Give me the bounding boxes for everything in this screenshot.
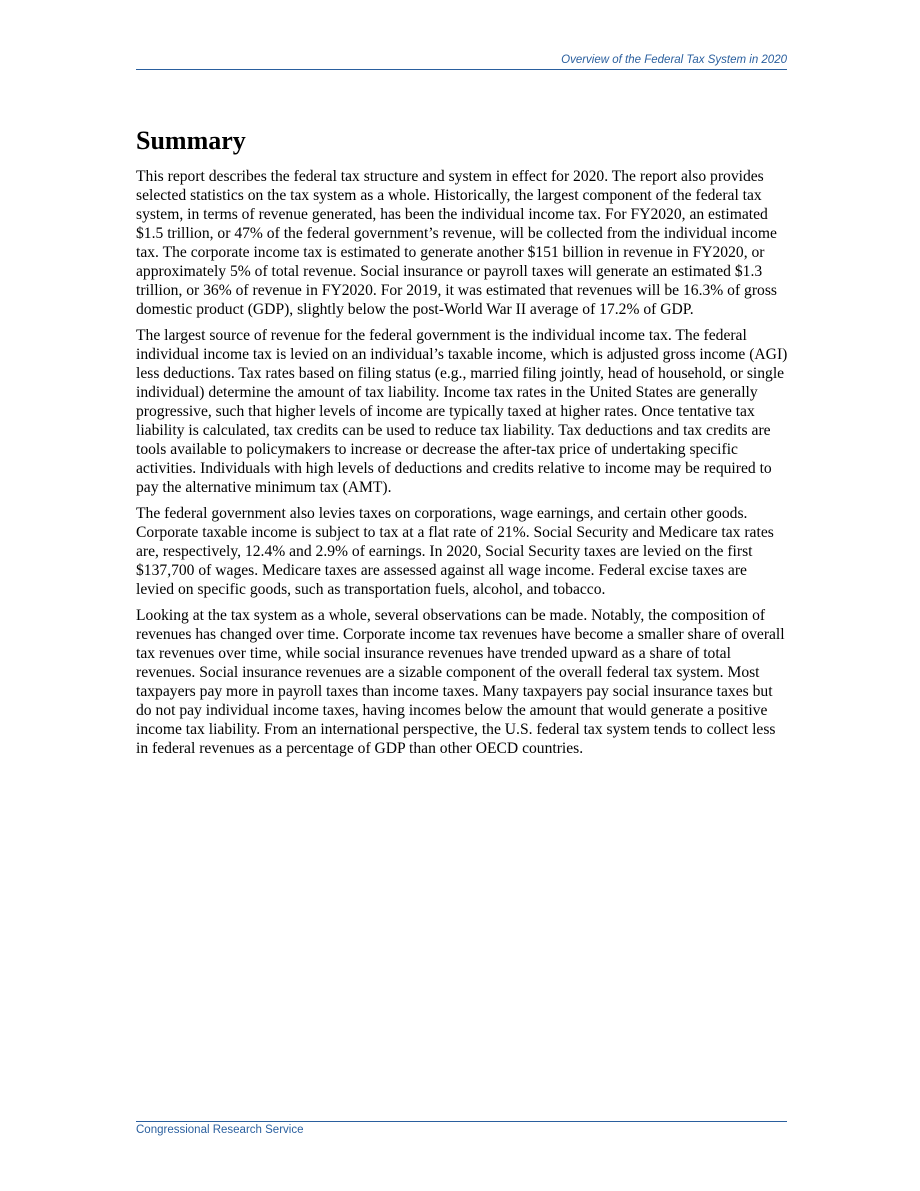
- footer-organization: Congressional Research Service: [136, 1124, 304, 1136]
- summary-paragraph-2: The largest source of revenue for the federal government is the individual income tax. The federal individual income tax is levied on an individual’s taxable income, which is adjusted gross income (AGI) less deductions. Tax rates based on filing status (e.g., married filing jointly, head of household, or single individual) determine the amount of tax liability. Income tax rates in the United States are generally progressive, such that higher levels of income are typically taxed at higher rates. Once tentative tax liability is calculated, tax credits can be used to reduce tax liability. Tax deductions and tax credits are tools available to policymakers to increase or decrease the after-tax price of undertaking specific activities. Individuals with high levels of deductions and credits relative to income may be required to pay the alternative minimum tax (AMT).: [136, 327, 788, 496]
- page-header: [136, 53, 787, 70]
- summary-section: [136, 124, 788, 765]
- section-heading: Summary: [136, 126, 246, 155]
- summary-paragraph-4: Looking at the tax system as a whole, several observations can be made. Notably, the composition of revenues has changed over time. Corporate income tax revenues have become a smaller share of overall tax revenues over time, while social insurance revenues have trended upward as a share of total revenues. Social insurance revenues are a sizable component of the overall federal tax system. Most taxpayers pay more in payroll taxes than income taxes. Many taxpayers pay social insurance taxes but do not pay individual income taxes, having incomes below the amount that would generate a positive income tax liability. From an international perspective, the U.S. federal tax system tends to collect less in federal revenues as a percentage of GDP than other OECD countries.: [136, 607, 785, 757]
- summary-paragraph-1: This report describes the federal tax structure and system in effect for 2020. The report also provides selected statistics on the tax system as a whole. Historically, the largest component of the federal tax system, in terms of revenue generated, has been the individual income tax. For FY2020, an estimated $1.5 trillion, or 47% of the federal government’s revenue, will be collected from the individual income tax. The corporate income tax is estimated to generate another $151 billion in revenue in FY2020, or approximately 5% of total revenue. Social insurance or payroll taxes will generate an estimated $1.3 trillion, or 36% of revenue in FY2020. For 2019, it was estimated that revenues will be 16.3% of gross domestic product (GDP), slightly below the post-World War II average of 17.2% of GDP.: [136, 168, 777, 318]
- page-footer: [136, 1121, 787, 1137]
- running-header-title: Overview of the Federal Tax System in 2020: [561, 54, 787, 66]
- summary-paragraph-3: The federal government also levies taxes on corporations, wage earnings, and certain other goods. Corporate taxable income is subject to tax at a flat rate of 21%. Social Security and Medicare tax rates are, respectively, 12.4% and 2.9% of earnings. In 2020, Social Security taxes are levied on the first $137,700 of wages. Medicare taxes are assessed against all wage income. Federal excise taxes are levied on specific goods, such as transportation fuels, alcohol, and tobacco.: [136, 505, 774, 598]
